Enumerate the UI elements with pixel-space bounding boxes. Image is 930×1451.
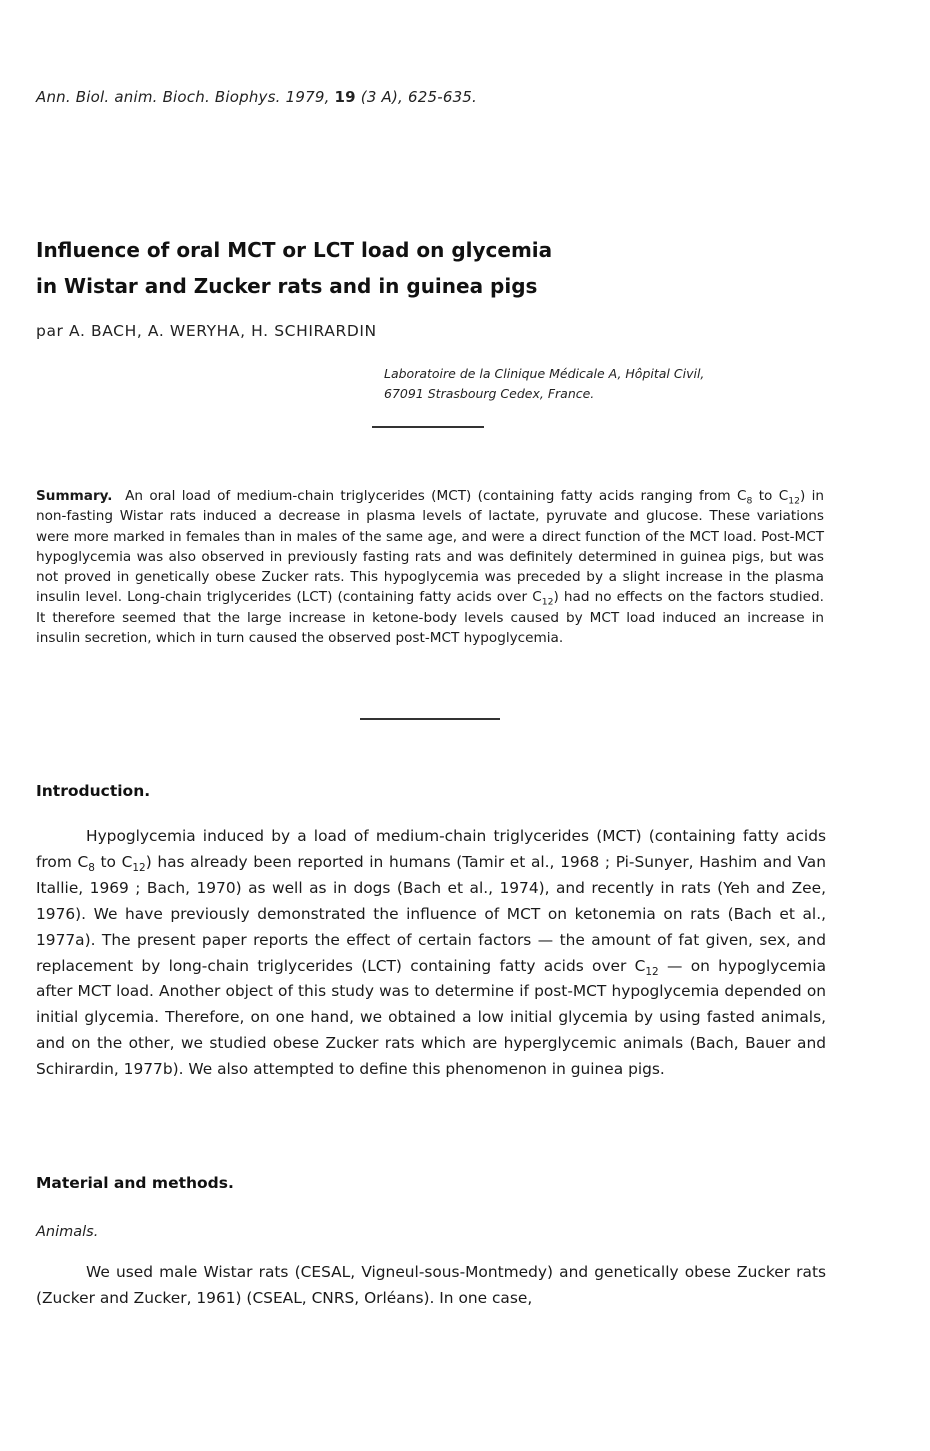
subscript: 12 (541, 597, 554, 609)
summary-text-1: An oral load of medium-chain triglycerides (MCT) (containing fatty acids ranging from C (125, 488, 747, 504)
divider-bottom (360, 718, 500, 720)
journal-citation (36, 88, 477, 106)
journal-name: Ann. Biol. anim. Bioch. Biophys. (36, 88, 281, 106)
methods-heading: Material and methods. (36, 1174, 234, 1192)
introduction-heading: Introduction. (36, 782, 151, 800)
intro-text-4: — on hypoglycemia after MCT load. Another object of this study was to determine if post-MCT hypoglycemia depended on initial glycemia. Therefore, on one hand, we obtained a low initial glycemia by using fasted animals, and on the other, we studied obese Zucker rats which are hyperglycemic animals (Bach, Bauer and Schirardin, 1977b). We also attempted to define this phenomenon in guinea pigs. (36, 956, 826, 1079)
authors: par A. BACH, A. WERYHA, H. SCHIRARDIN (36, 322, 377, 340)
title-line-1: Influence of oral MCT or LCT load on glycemia (36, 238, 553, 262)
summary-text-4: ) had no effects on the factors studied. It therefore seemed that the large increase in ketone-body levels caused by MCT load induced an increase in insulin secretion, which in turn caused the observed post-MCT hypoglycemia. (36, 589, 824, 647)
summary-paragraph (36, 486, 824, 648)
affiliation (384, 364, 704, 404)
intro-text-1: Hypoglycemia induced by a load of medium-chain triglycerides (MCT) (containing fatty acids from C (36, 827, 826, 871)
subscript: 8 (88, 861, 95, 874)
intro-text-2: to C (94, 852, 133, 871)
subscript: 8 (746, 495, 753, 507)
subscript: 12 (645, 965, 659, 978)
affiliation-line-1: Laboratoire de la Clinique Médicale A, Hôpital Civil, (384, 366, 705, 381)
summary-text-2: to C (752, 488, 789, 504)
subscript: 12 (132, 861, 146, 874)
subscript: 12 (788, 495, 800, 507)
journal-year: 1979, (285, 88, 330, 106)
animals-subheading: Animals. (36, 1224, 99, 1240)
affiliation-line-2: 67091 Strasbourg Cedex, France. (384, 386, 595, 401)
journal-issue-pages: (3 A), 625-635. (360, 88, 478, 106)
introduction-paragraph (36, 824, 826, 1083)
article-title (36, 232, 552, 304)
summary-label: Summary. (36, 488, 113, 504)
journal-volume: 19 (334, 88, 356, 106)
title-line-2: in Wistar and Zucker rats and in guinea pigs (36, 274, 538, 298)
animals-paragraph: We used male Wistar rats (CESAL, Vigneul-sous-Montmedy) and genetically obese Zucker rats (Zucker and Zucker, 1961) (CSEAL, CNRS, Orléans). In one case, (36, 1263, 826, 1307)
intro-text-3: ) has already been reported in humans (Tamir et al., 1968 ; Pi-Sunyer, Hashim and Van Itallie, 1969 ; Bach, 1970) as well as in dogs (Bach et al., 1974), and recently in rats (Yeh and Zee, 1976). We have previously demonstrated the influence of MCT on ketonemia on rats (Bach et al., 1977a). The present paper reports the effect of certain factors — the amount of fat given, sex, and replacement by long-chain triglycerides (LCT) containing fatty acids over C (36, 852, 826, 975)
summary-text-3: ) in non-fasting Wistar rats induced a decrease in plasma levels of lactate, pyruvate and glucose. These variations were more marked in females than in males of the same age, and were a direct function of the MCT load. Post-MCT hypoglycemia was also observed in previously fasting rats and was definitely determined in guinea pigs, but was not proved in genetically obese Zucker rats. This hypoglycemia was preceded by a slight increase in the plasma insulin level. Long-chain triglycerides (LCT) (containing fatty acids over C (36, 488, 824, 606)
divider-top (372, 426, 484, 428)
